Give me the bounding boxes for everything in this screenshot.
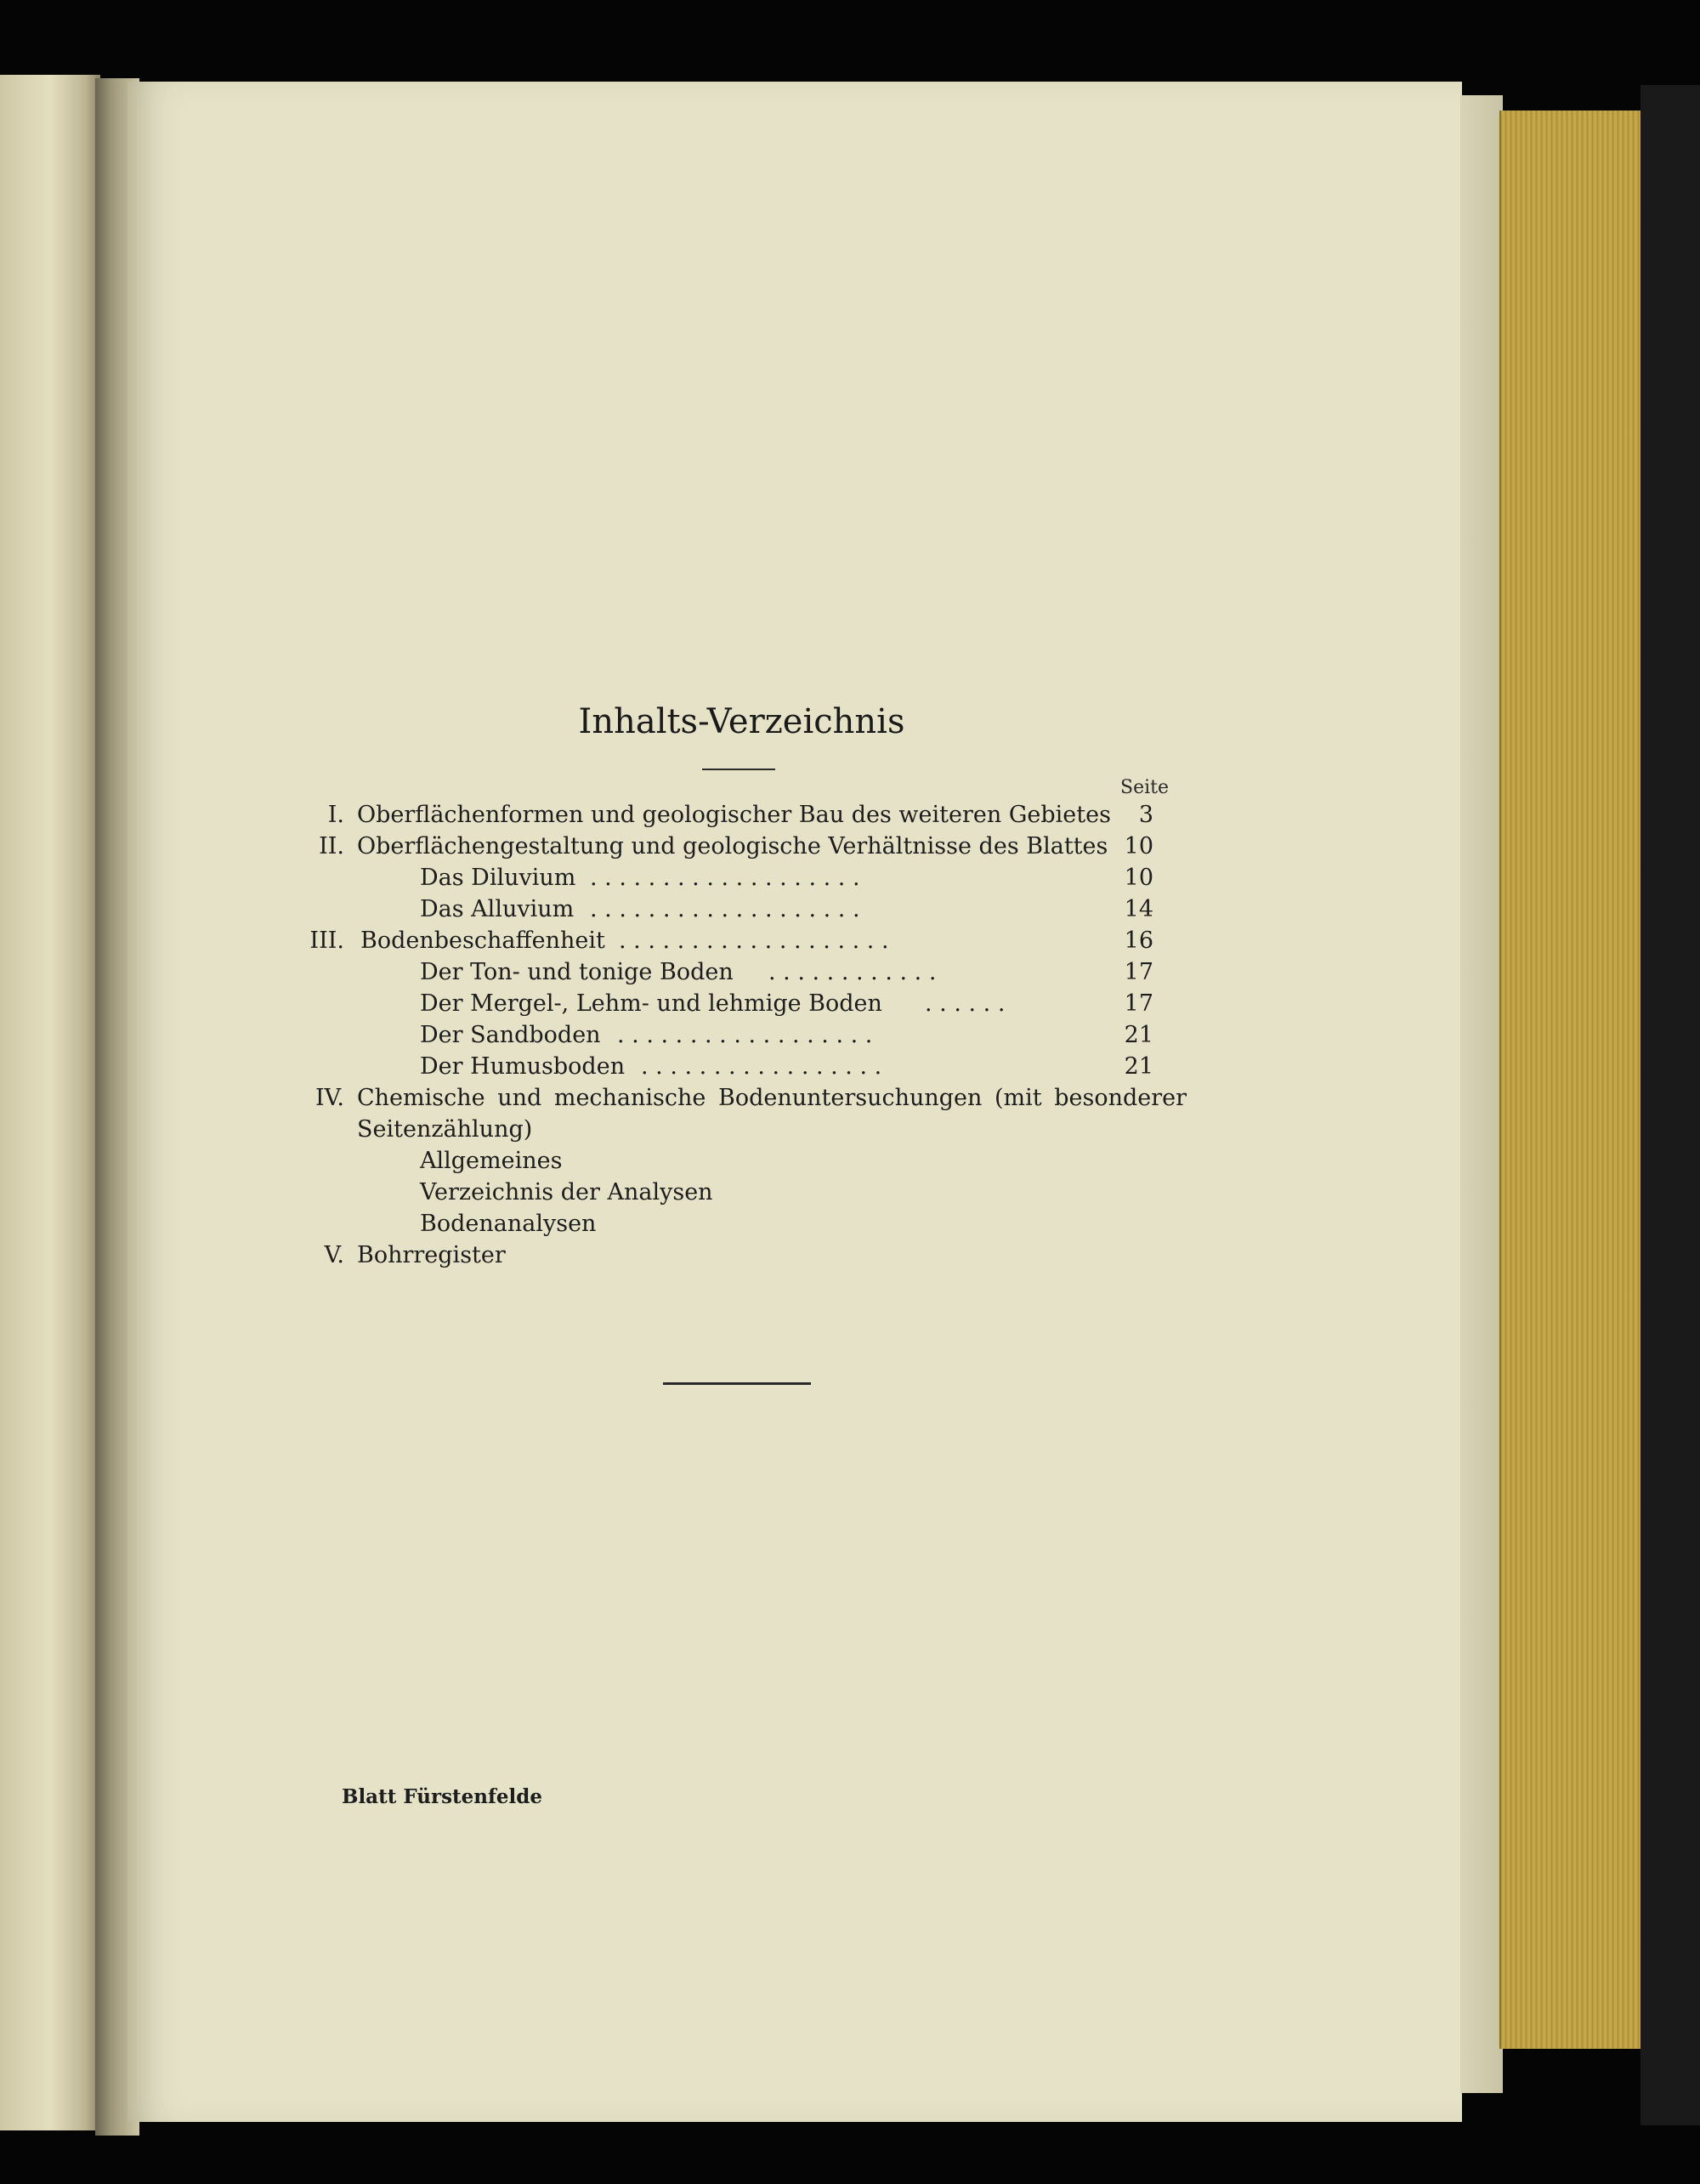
toc-leader-dots: . . . . . .: [925, 990, 1006, 1017]
toc-entry-text: Der Sandboden: [420, 1022, 601, 1048]
page-column-header: Seite: [1120, 777, 1169, 798]
toc-entry-page: 21: [1124, 1053, 1153, 1080]
toc-entry-text: Verzeichnis der Analysen: [420, 1179, 713, 1205]
toc-entry-text: Der Mergel-, Lehm- und lehmige Boden: [420, 990, 882, 1017]
toc-leader-dots: . . . . . . . . . . . . . . . . . . .: [619, 927, 889, 954]
gilded-fore-edge: [1499, 111, 1642, 2049]
toc-entry-page: 14: [1124, 896, 1153, 922]
toc-entry-page: 3: [1138, 802, 1153, 828]
closing-rule: [663, 1382, 811, 1385]
toc-leader-dots: . . . . . . . . . . . . . . . . . . .: [590, 896, 860, 922]
toc-entry-page: 17: [1124, 990, 1153, 1017]
page-title: Inhalts-Verzeichnis: [578, 702, 905, 741]
toc-entry-text: Bodenbeschaffenheit: [360, 927, 605, 954]
toc-entry-number: I.: [327, 802, 344, 828]
toc-entry-text: Bodenanalysen: [420, 1211, 597, 1237]
toc-entry-text: Oberflächenformen und geologischer Bau des weiteren Gebietes: [357, 802, 1111, 828]
toc-entry-number: V.: [324, 1242, 344, 1268]
toc-entry-page: 10: [1124, 833, 1153, 859]
cover-shadow: [1640, 85, 1700, 2125]
left-page-edge: [0, 75, 100, 2130]
toc-entry-number: IV.: [314, 1085, 344, 1111]
toc-entry-text: Das Alluvium: [420, 896, 575, 922]
toc-entry-page: 17: [1124, 959, 1153, 985]
toc-entry-number: III.: [309, 927, 344, 954]
toc-leader-dots: . . . . . . . . . . . . . . . . .: [641, 1053, 882, 1080]
toc-leader-dots: . . . . . . . . . . . .: [768, 959, 937, 985]
toc-entry-text: Seitenzählung): [357, 1116, 533, 1143]
toc-entry-text: Bohrregister: [357, 1242, 506, 1268]
toc-entry-text: Der Humusboden: [420, 1053, 626, 1080]
toc-leader-dots: . . . . . . . . . . . . . . . . . .: [617, 1022, 873, 1048]
page-footer: Blatt Fürstenfelde: [342, 1785, 543, 1808]
toc-entry-page: 21: [1124, 1022, 1153, 1048]
toc-entry-text: Allgemeines: [420, 1148, 563, 1174]
toc-entry-page: 16: [1124, 927, 1153, 954]
page-stack-edge: [1460, 95, 1503, 2093]
toc-entry-text: Der Ton- und tonige Boden: [420, 959, 734, 985]
title-rule: [702, 769, 775, 770]
toc-entry-text: Chemische und mechanische Bodenuntersuchungen (mit besonderer: [357, 1085, 1187, 1111]
toc-leader-dots: . . . . . . . . . . . . . . . . . . .: [590, 865, 860, 891]
toc-entry-page: 10: [1124, 865, 1153, 891]
toc-entry-text: Oberflächengestaltung und geologische Verhältnisse des Blattes: [357, 833, 1108, 859]
toc-entry-number: II.: [319, 833, 344, 859]
toc-entry-text: Das Diluvium: [420, 865, 576, 891]
